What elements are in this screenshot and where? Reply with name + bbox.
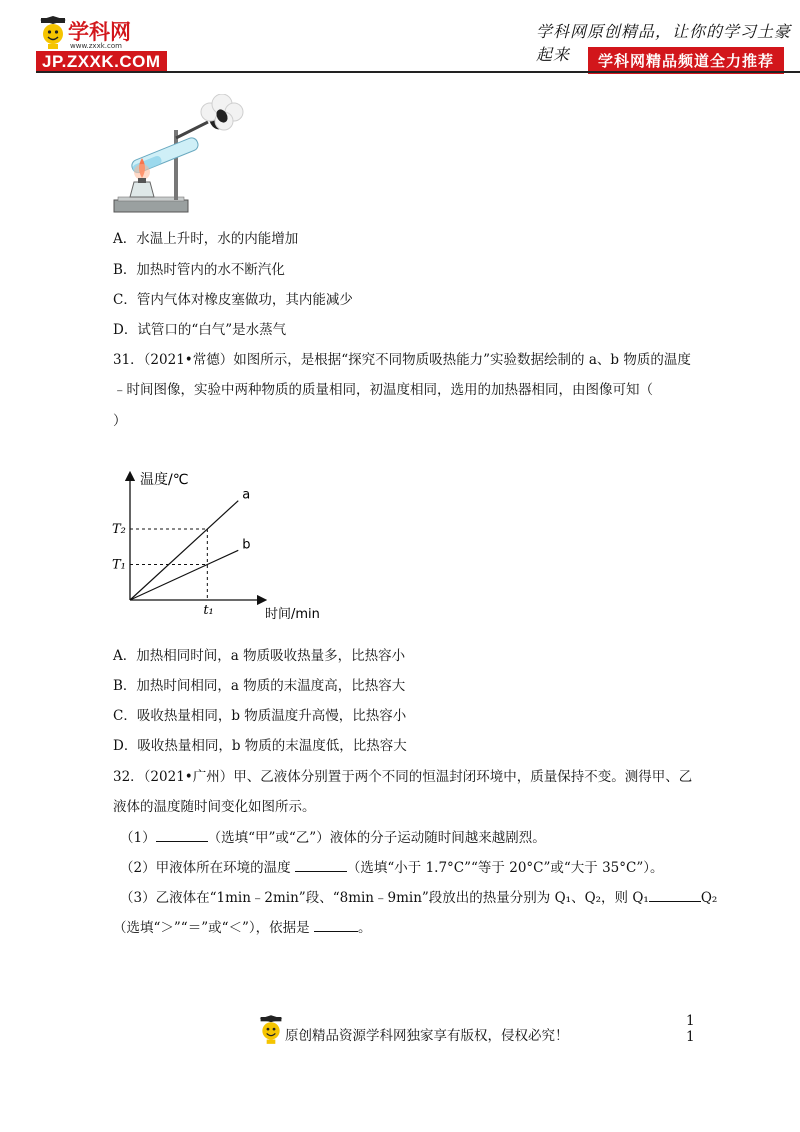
series-label-a: a bbox=[242, 487, 251, 503]
q32-part3-blank[interactable] bbox=[649, 887, 701, 902]
q31-stem-line1: 31．（2021•常德）如图所示，是根据“探究不同物质吸热能力”实验数据绘制的 a、b 物质的温度 bbox=[113, 352, 691, 368]
site-url[interactable]: JP.ZXXK.COM bbox=[36, 51, 167, 73]
q30-option-b: B．加热时管内的水不断汽化 bbox=[113, 262, 285, 278]
q31-stem-line3: ） bbox=[113, 413, 127, 429]
q32-part3-prefix: （3）乙液体在“1min﹣2min”段、“8min﹣9min”段放出的热量分别为 Q₁、Q₂，则 Q₁ bbox=[120, 890, 649, 906]
series-label-b: b bbox=[242, 537, 251, 553]
y-tick-label-t1: T₁ bbox=[112, 557, 126, 573]
q32-part1-suffix: （选填“甲”或“乙”）液体的分子运动随时间越来越剧烈。 bbox=[207, 830, 546, 846]
q32-part3-cont-prefix: （选填“＞”“＝”或“＜”），依据是 bbox=[113, 920, 314, 936]
q31-stem-line2: ﹣时间图像，实验中两种物质的质量相同，初温度相同，选用的加热器相同，由图像可知（ bbox=[113, 382, 653, 398]
q32-part3 bbox=[120, 887, 717, 908]
slogan: 学科网原创精品，让你的学习土豪起来 bbox=[536, 22, 792, 64]
q31-option-a: A．加热相同时间，a 物质吸收热量多，比热容小 bbox=[113, 648, 406, 664]
x-axis-label: 时间/min bbox=[265, 607, 320, 622]
q32-part3-cont-suffix: 。 bbox=[357, 920, 372, 936]
temperature-time-chart bbox=[110, 462, 350, 624]
series-line-b bbox=[130, 550, 238, 600]
q32-part1 bbox=[120, 827, 546, 848]
q30-option-c: C．管内气体对橡皮塞做功，其内能减少 bbox=[113, 292, 353, 308]
page-number-top: 1 bbox=[686, 1013, 695, 1029]
q30-option-a: A．水温上升时，水的内能增加 bbox=[113, 231, 299, 247]
series-line-a bbox=[130, 501, 238, 600]
q32-reason-blank[interactable] bbox=[314, 917, 358, 932]
logo-name: 学科网 bbox=[68, 20, 131, 44]
q32-part2 bbox=[120, 857, 664, 878]
q31-option-b: B．加热时间相同，a 物质的末温度高，比热容大 bbox=[113, 678, 406, 694]
q32-stem-line1: 32．（2021•广州）甲、乙液体分别置于两个不同的恒温封闭环境中，质量保持不变。测得甲、乙 bbox=[113, 769, 693, 785]
page-number-bottom: 1 bbox=[686, 1029, 695, 1045]
x-tick-label: t₁ bbox=[203, 603, 214, 618]
q30-option-d: D．试管口的“白气”是水蒸气 bbox=[113, 322, 287, 338]
y-axis-label: 温度/℃ bbox=[140, 472, 189, 488]
banner: 学科网精品频道全力推荐 bbox=[588, 47, 784, 74]
q32-part1-prefix: （1） bbox=[120, 830, 156, 846]
q32-part2-suffix: （选填“小于 1.7°C”“等于 20°C”或“大于 35°C”）。 bbox=[346, 860, 664, 876]
q31-option-c: C．吸收热量相同，b 物质温度升高慢，比热容小 bbox=[113, 708, 407, 724]
q32-part2-blank[interactable] bbox=[295, 857, 347, 872]
q31-option-d: D．吸收热量相同，b 物质的末温度低，比热容大 bbox=[113, 738, 407, 754]
q32-part3-cont bbox=[113, 917, 371, 938]
q32-part1-blank[interactable] bbox=[156, 827, 208, 842]
footer-mascot-icon bbox=[258, 1015, 284, 1045]
q32-stem-line2: 液体的温度随时间变化如图所示。 bbox=[113, 799, 316, 815]
mascot-icon bbox=[38, 16, 68, 50]
heating-apparatus-figure bbox=[112, 94, 248, 218]
q32-part3-suffix: Q₂ bbox=[700, 890, 718, 906]
header-rule bbox=[36, 71, 800, 73]
logo-small-url: www.zxxk.com bbox=[70, 42, 122, 50]
y-tick-label-t2: T₂ bbox=[112, 522, 126, 538]
q32-part2-prefix: （2）甲液体所在环境的温度 bbox=[120, 860, 295, 876]
footer-copyright: 原创精品资源学科网独家享有版权，侵权必究！ bbox=[285, 1028, 569, 1044]
